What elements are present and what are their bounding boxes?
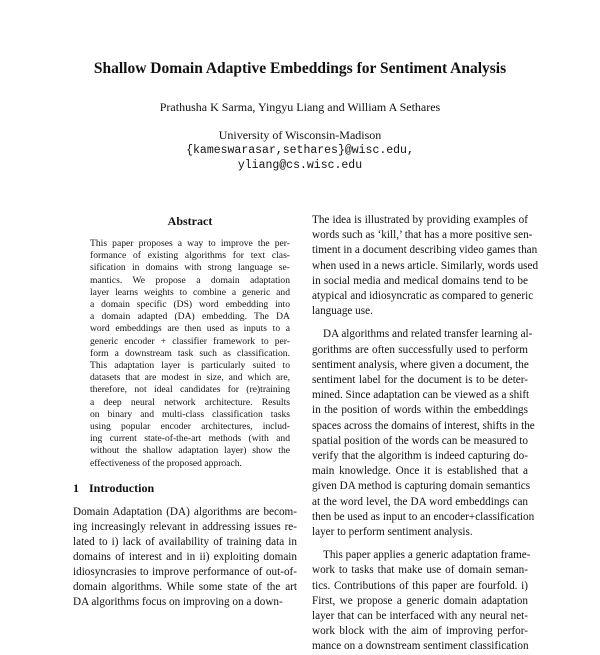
text-line: layer learns weights to combine a generic and [90, 286, 290, 298]
text-line: atypical and idiosyncratic as compared to generic [312, 290, 534, 303]
text-line: datasets that are modest in size, and which are, [90, 372, 290, 384]
text-line: at the word level, the DA word embeddings can [312, 495, 528, 508]
right-column-body [312, 213, 539, 655]
paragraph-2 [312, 327, 535, 540]
text-line: sentiment label for the document is to be deter- [312, 374, 528, 387]
text-line: given DA method is capturing domain semantics [312, 480, 531, 493]
text-line: without the shallow adaptation layer) show the [90, 445, 290, 457]
text-line: verify that the algorithm is indeed capturing do- [312, 450, 528, 463]
text-line: work block with the aim of improving perfor- [312, 625, 528, 638]
text-line: a deep neural network architecture. Results [90, 396, 290, 408]
paragraph-1 [312, 213, 539, 319]
abstract-body [90, 238, 290, 470]
author-list: Prathusha K Sarma, Yingyu Liang and William A Sethares [159, 100, 441, 114]
text-line: timent in a document describing video games than [312, 244, 538, 257]
text-line: lated to i) lack of availability of training data in [73, 536, 297, 548]
text-line: First, we propose a generic domain adaptation [312, 594, 528, 607]
text-line: using popular encoder architectures, includ- [90, 421, 290, 433]
text-line: a domain specific (DS) word embedding into [90, 299, 290, 311]
text-line: mantics. We propose a domain adaptation [90, 274, 290, 286]
text-line: when used in a news article. Similarly, words used [312, 259, 539, 272]
paper-title: Shallow Domain Adaptive Embeddings for Sentiment Analysis [93, 60, 507, 77]
text-line: formance of existing algorithms for text clas- [90, 250, 290, 262]
text-line: words such as ‘kill,’ that has a more positive sen- [312, 229, 533, 242]
text-line: This paper applies a generic adaptation frame- [323, 549, 531, 562]
text-line: a domain adapted (DA) embedding. The DA [90, 311, 290, 323]
affiliation: University of Wisconsin-Madison [218, 128, 382, 142]
section-title: Introduction [89, 481, 155, 495]
text-line: DA algorithms focus on improving on a down- [73, 596, 283, 608]
email-line-1: {kameswarasar,sethares}@wisc.edu, [186, 144, 414, 157]
text-line: domains of interest and in ii) exploiting domain [73, 551, 297, 563]
text-line: Domain Adaptation (DA) algorithms are becom- [73, 506, 297, 518]
text-line: ing current state-of-the-art methods (with and [90, 433, 290, 445]
text-line: in social media and medical domains tend to be [312, 274, 528, 287]
text-line: idiosyncrasies to improve performance of out-of- [73, 566, 297, 578]
section-heading-introduction [73, 481, 154, 496]
introduction-body [73, 505, 297, 610]
email-line-2: yliang@cs.wisc.edu [237, 159, 363, 172]
text-line: form a downstream task such as classification. [90, 347, 290, 359]
text-line: DA algorithms and related transfer learning al- [323, 328, 533, 341]
text-line: spatial position of the words can be measured to [312, 434, 528, 447]
text-line: The idea is illustrated by providing examples of [312, 214, 528, 226]
text-line: work to tasks that make use of domain seman- [312, 564, 528, 577]
paragraph-3 [312, 548, 531, 654]
text-line: gorithms are often successfully used to perform [312, 343, 528, 356]
text-line: layer that can be interfaced with any neural net- [312, 610, 528, 623]
text-line: on binary and multi-class classification tasks [90, 408, 290, 420]
text-line: then be used as input to an encoder+classification [312, 510, 535, 523]
text-line: effectiveness of the proposed approach. [90, 457, 242, 469]
text-line: word embeddings are then used as inputs to a [90, 323, 290, 335]
affiliation-block [0, 128, 600, 173]
text-line: main knowledge. Once it is established that a [312, 465, 528, 478]
text-line: mined. Since adaptation can be viewed as a shift [312, 389, 530, 402]
text-line: tics. Contributions of this paper are fourfold. i) [312, 579, 528, 592]
text-line: generic encoder + classifier framework to per- [90, 335, 290, 347]
text-line: sentiment analysis, where given a document, the [312, 358, 529, 371]
text-line: mance on a downstream sentiment classification [312, 640, 529, 653]
text-line: domain algorithms. While some state of the art [73, 581, 297, 593]
text-line: therefore, not ideal candidates for (re)training [90, 384, 290, 396]
text-line: ing increasingly relevant in addressing issues re- [73, 521, 297, 533]
text-line: layer to perform sentiment analysis. [312, 526, 473, 539]
abstract-heading: Abstract [167, 214, 213, 228]
text-line: sification in domains with strong language se- [90, 262, 290, 274]
text-line: This adaptation layer is particularly suited to [90, 360, 290, 372]
section-number: 1 [73, 481, 79, 495]
text-line: This paper proposes a way to improve the per- [90, 238, 290, 249]
text-line: spaces across the domains of interest, shifts in the [312, 419, 535, 432]
text-line: language use. [312, 305, 373, 318]
text-line: in the position of words within the embeddings [312, 404, 528, 417]
